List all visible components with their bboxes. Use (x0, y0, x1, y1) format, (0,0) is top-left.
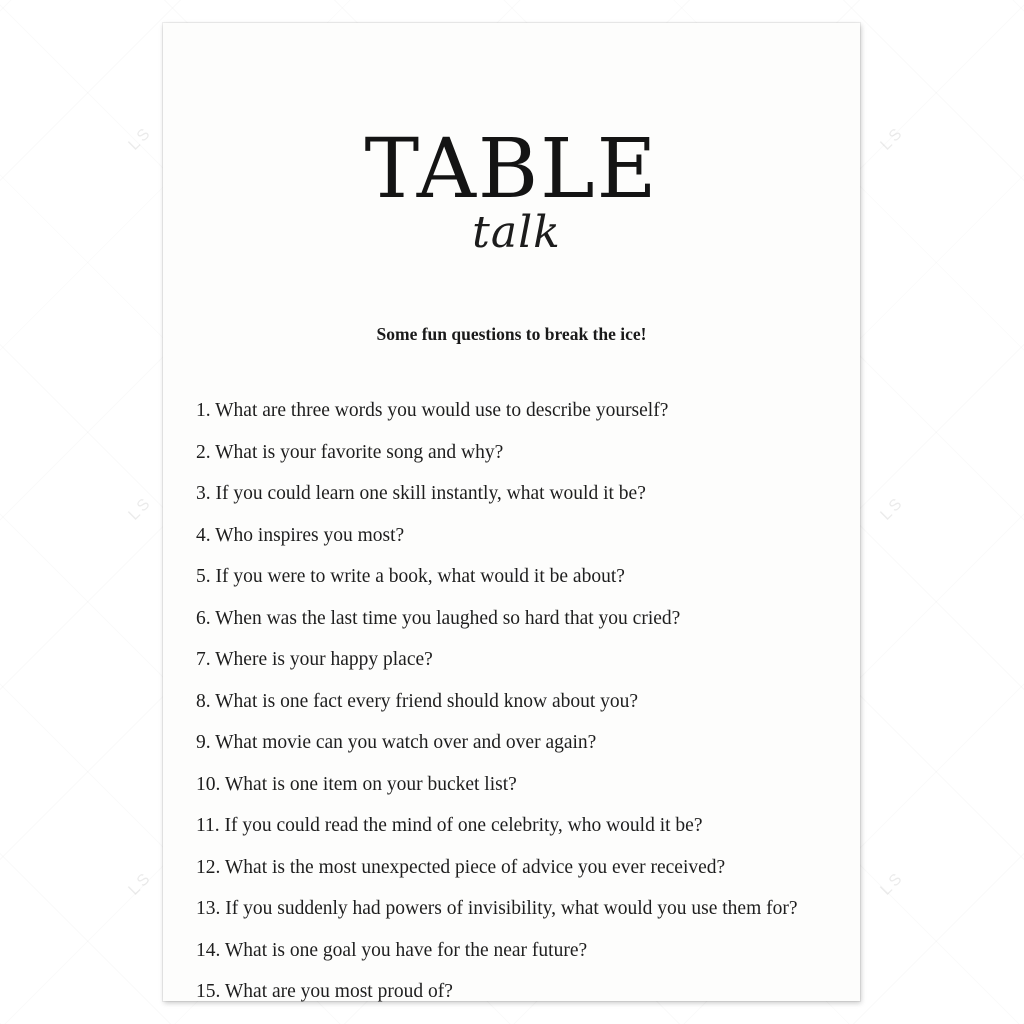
watermark-mark: LS (125, 123, 156, 154)
question-item: 15. What are you most proud of? (196, 981, 453, 1002)
question-list (196, 390, 846, 1013)
watermark-mark: LS (877, 493, 908, 524)
watermark-mark: LS (877, 123, 908, 154)
watermark-mark: LS (125, 868, 156, 899)
question-item: 12. What is the most unexpected piece of advice you ever received? (196, 856, 726, 878)
page-title: TABLE (364, 122, 659, 217)
question-item: 11. If you could read the mind of one celebrity, who would it be? (196, 815, 703, 836)
question-item: 4. Who inspires you most? (196, 524, 405, 546)
question-item: 3. If you could learn one skill instantly, what would it be? (196, 483, 646, 504)
question-item: 9. What movie can you watch over and over again? (196, 732, 597, 753)
question-item: 1. What are three words you would use to describe yourself? (196, 400, 669, 421)
question-item: 13. If you suddenly had powers of invisibility, what would you use them for? (196, 898, 798, 919)
question-item: 14. What is one goal you have for the near future? (196, 939, 588, 961)
question-item: 5. If you were to write a book, what would it be about? (196, 566, 625, 587)
question-item: 7. Where is your happy place? (196, 649, 433, 670)
question-card (163, 23, 860, 1001)
card-subtitle: Some fun questions to break the ice! (376, 324, 647, 344)
watermark-mark: LS (125, 493, 156, 524)
watermark-mark: LS (877, 868, 908, 899)
question-item: 2. What is your favorite song and why? (196, 441, 504, 463)
question-item: 6. When was the last time you laughed so hard that you cried? (196, 607, 681, 629)
question-item: 8. What is one fact every friend should know about you? (196, 690, 639, 712)
question-item: 10. What is one item on your bucket list? (196, 773, 517, 795)
script-subtitle-word: talk (472, 207, 561, 258)
